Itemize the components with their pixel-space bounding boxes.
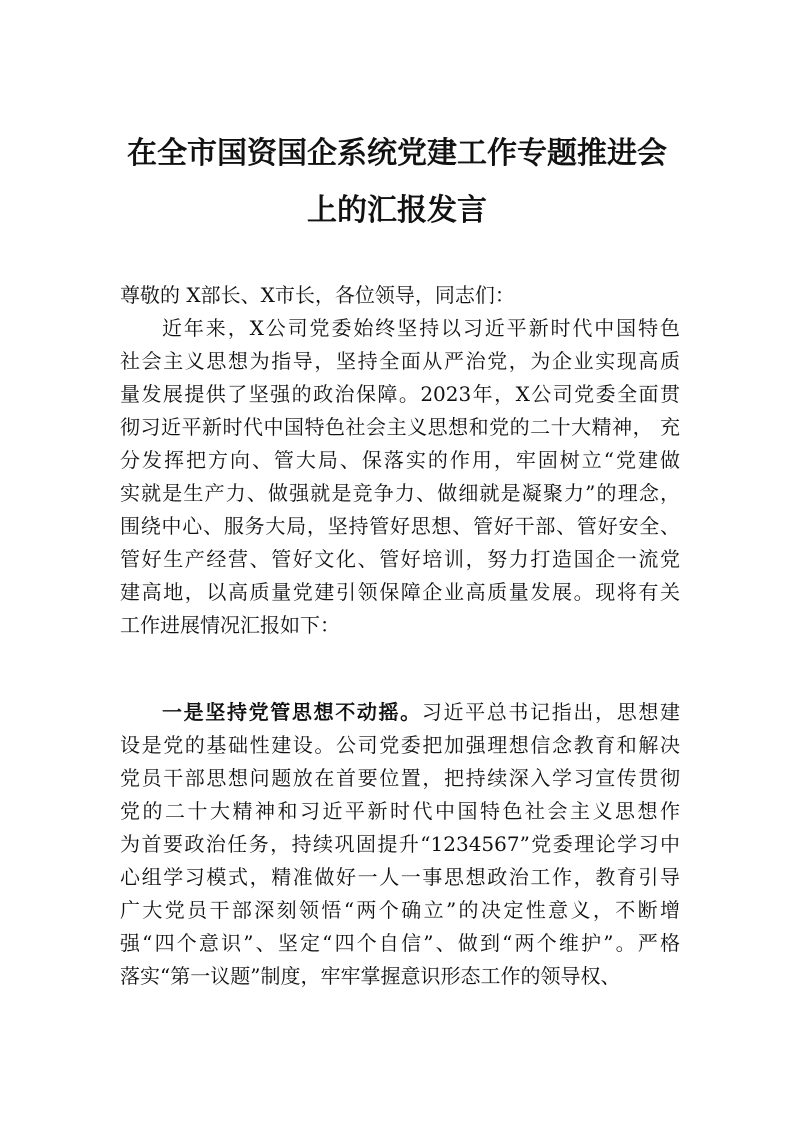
salutation: 尊敬的 X部长、X市长，各位领导，同志们：	[120, 283, 515, 307]
paragraph-line: 彻习近平新时代中国特色社会主义思想和党的二十大精神， 充	[120, 415, 680, 439]
paragraph-line: 广大党员干部深刻领悟“两个确立”的决定性意义，不断增	[120, 898, 680, 922]
section-1-first-line	[162, 700, 680, 725]
paragraph-line: 心组学习模式，精准做好一人一事思想政治工作，教育引导	[120, 865, 680, 889]
paragraph-line: 社会主义思想为指导，坚持全面从严治党，为企业实现高质	[120, 349, 680, 373]
paragraph-line: 建高地，以高质量党建引领保障企业高质量发展。现将有关	[120, 580, 680, 604]
paragraph-line: 党员干部思想问题放在首要位置，把持续深入学习宣传贯彻	[120, 766, 680, 790]
paragraph-line: 设是党的基础性建设。公司党委把加强理想信念教育和解决	[120, 733, 680, 757]
paragraph-line: 分发挥把方向、管大局、保落实的作用，牢固树立“党建做	[120, 448, 680, 472]
section-1-heading: 一是坚持党管思想不动摇。	[162, 700, 422, 724]
paragraph-line: 量发展提供了坚强的政治保障。2023年，X公司党委全面贯	[120, 382, 680, 406]
paragraph-line: 党的二十大精神和习近平新时代中国特色社会主义思想作	[120, 799, 680, 823]
section-1-first-line-text: 习近平总书记指出，思想建	[421, 700, 681, 724]
paragraph-line: 围绕中心、服务大局，坚持管好思想、管好干部、管好安全、	[120, 514, 680, 538]
paragraph-line: 工作进展情况汇报如下：	[120, 613, 340, 637]
paragraph-line: 近年来，X公司党委始终坚持以习近平新时代中国特色	[162, 316, 680, 340]
paragraph-line: 强“四个意识”、坚定“四个自信”、做到“两个维护”。严格	[120, 931, 680, 955]
paragraph-line: 管好生产经营、管好文化、管好培训，努力打造国企一流党	[120, 547, 680, 571]
paragraph-line: 为首要政治任务，持续巩固提升“1234567”党委理论学习中	[120, 832, 680, 856]
document-title-line-2: 上的汇报发言	[307, 193, 487, 228]
document-title-line-1: 在全市国资国企系统党建工作专题推进会	[127, 136, 667, 171]
paragraph-line: 落实“第一议题”制度，牢牢掌握意识形态工作的领导权、	[120, 964, 621, 988]
paragraph-line: 实就是生产力、做强就是竞争力、做细就是凝聚力”的理念，	[120, 481, 680, 505]
